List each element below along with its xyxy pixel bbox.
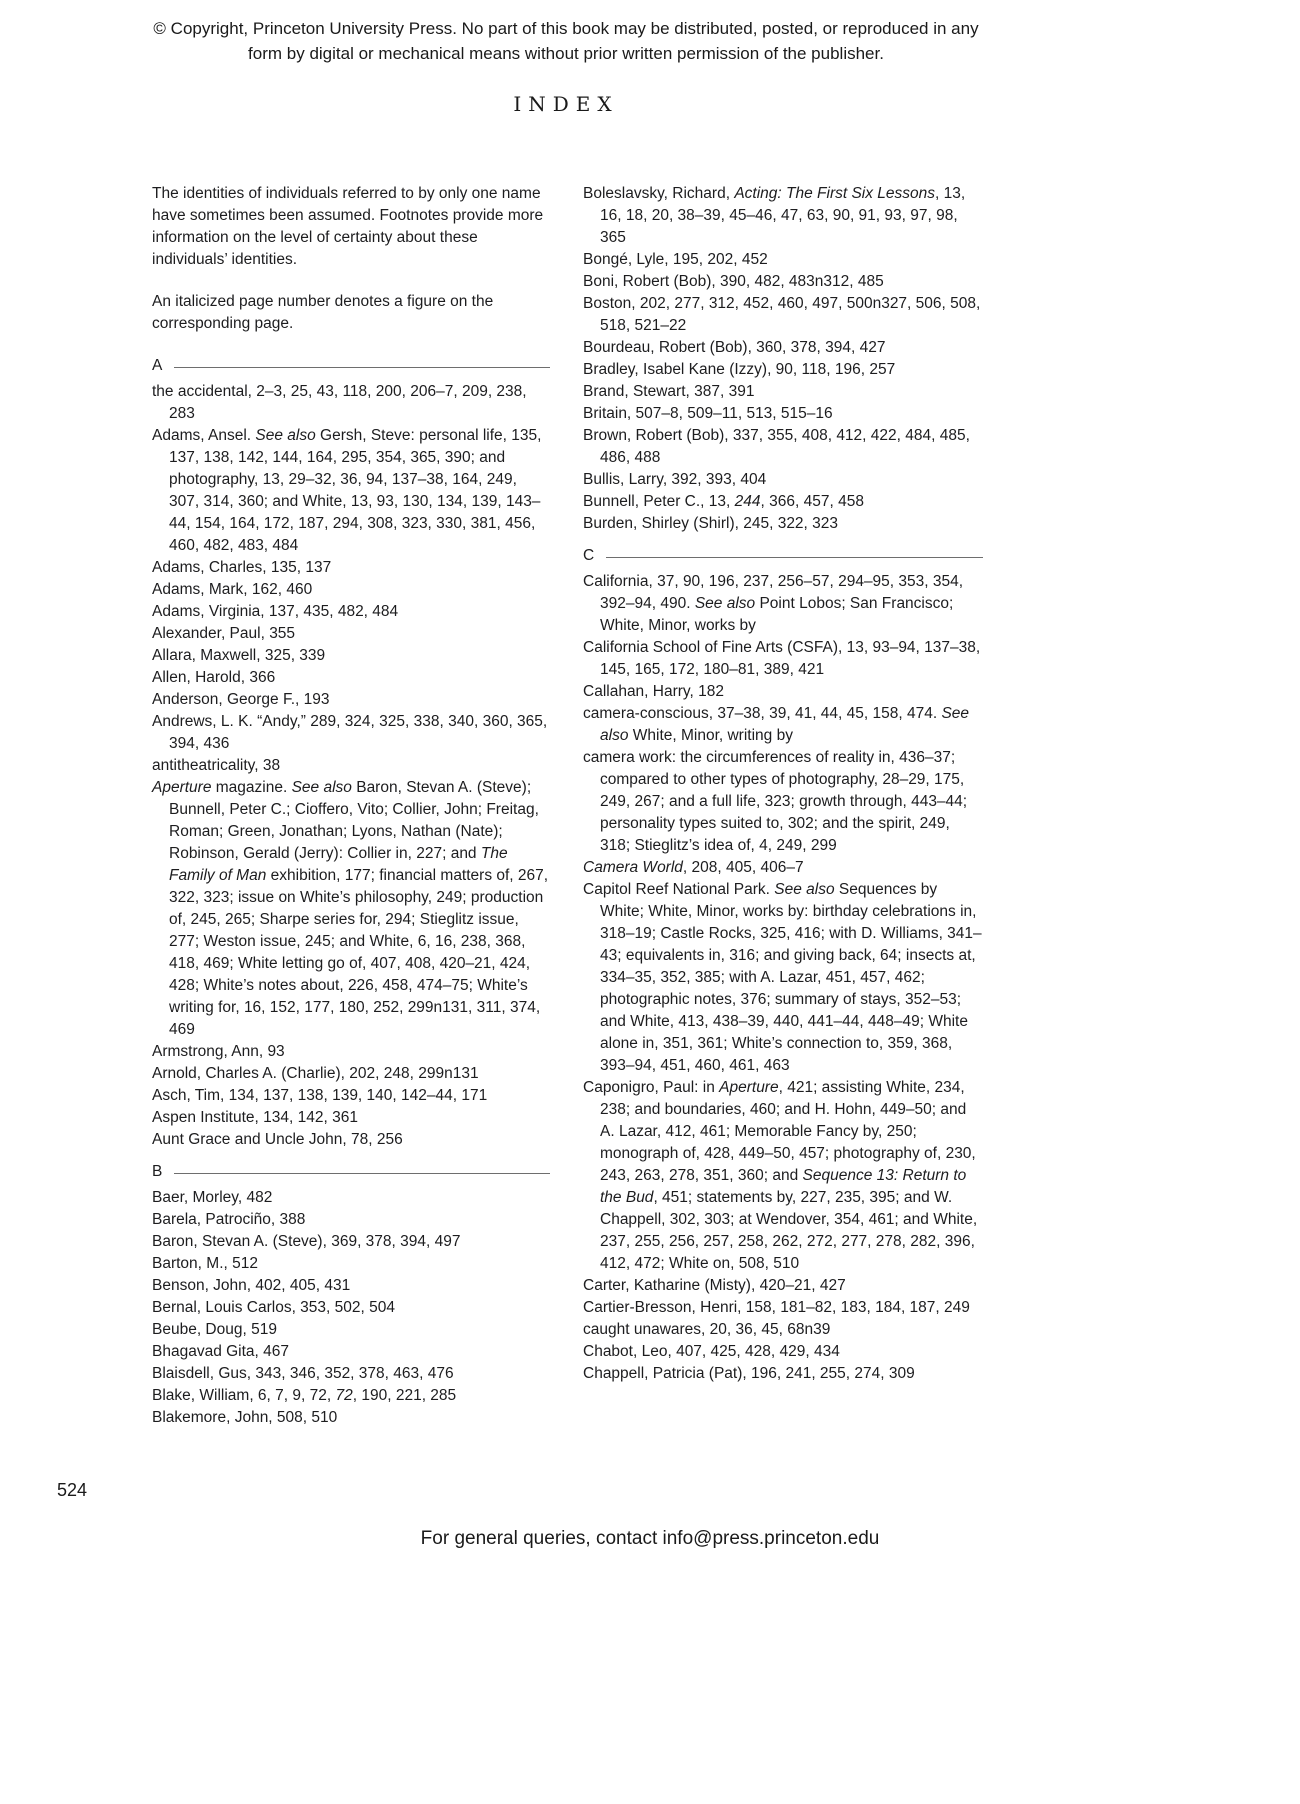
section-heading-a: [152, 355, 550, 377]
section-letter: B: [152, 1163, 163, 1180]
index-entry: Boston, 202, 277, 312, 452, 460, 497, 500n327, 506, 508, 518, 521–22: [583, 295, 981, 334]
index-entry: Aspen Institute, 134, 142, 361: [152, 1109, 358, 1126]
index-entry: camera work: the circumferences of reality in, 436–37; compared to other types of photography, 28–29, 175, 249, 267; and a full life, 323; growth through, 443–44; personality types suited to, 302; and the spirit, 249, 318; Stieglitz’s idea of, 4, 249, 299: [583, 749, 968, 854]
section-heading-c: [583, 545, 983, 567]
index-entry: Bongé, Lyle, 195, 202, 452: [583, 251, 768, 268]
index-entry: Boleslavsky, Richard, Acting: The First Six Lessons, 13, 16, 18, 20, 38–39, 45–46, 47, 63, 90, 91, 93, 97, 98, 365: [583, 185, 966, 246]
page-number: 524: [57, 1480, 88, 1500]
index-entry: Brown, Robert (Bob), 337, 355, 408, 412, 422, 484, 485, 486, 488: [583, 427, 970, 466]
section-rule: [606, 557, 983, 558]
index-entry: Carter, Katharine (Misty), 420–21, 427: [583, 1277, 846, 1294]
copyright-notice: © Copyright, Princeton University Press. No part of this book may be distributed, posted, or reproduced in any form by digital or mechanical means without prior written permission of the publisher.: [153, 19, 979, 63]
index-entry: Adams, Virginia, 137, 435, 482, 484: [152, 603, 399, 620]
index-entry: California, 37, 90, 196, 237, 256–57, 294–95, 353, 354, 392–94, 490. See also Point Lobos; San Francisco; White, Minor, works by: [583, 573, 964, 634]
page-title: INDEX: [513, 92, 619, 116]
section-letter: C: [583, 547, 595, 564]
index-entry: Andrews, L. K. “Andy,” 289, 324, 325, 338, 340, 360, 365, 394, 436: [152, 713, 548, 752]
index-entry: Anderson, George F., 193: [152, 691, 330, 708]
section-letter: A: [152, 357, 163, 374]
index-entry: Brand, Stewart, 387, 391: [583, 383, 755, 400]
index-entry: Blake, William, 6, 7, 9, 72, 72, 190, 221, 285: [152, 1387, 457, 1404]
index-entry: Allara, Maxwell, 325, 339: [152, 647, 326, 664]
index-entry: Baron, Stevan A. (Steve), 369, 378, 394, 497: [152, 1233, 461, 1250]
index-entry: the accidental, 2–3, 25, 43, 118, 200, 206–7, 209, 238, 283: [152, 383, 527, 422]
index-entry: antitheatricality, 38: [152, 757, 281, 774]
index-entry: Alexander, Paul, 355: [152, 625, 296, 642]
index-entry: Beube, Doug, 519: [152, 1321, 277, 1338]
index-entry: camera-conscious, 37–38, 39, 41, 44, 45, 158, 474. See also White, Minor, writing by: [583, 705, 970, 744]
index-entry: Blakemore, John, 508, 510: [152, 1409, 338, 1426]
footer-contact: For general queries, contact info@press.princeton.edu: [420, 1528, 880, 1549]
index-entry: Aunt Grace and Uncle John, 78, 256: [152, 1131, 403, 1148]
index-entry: Callahan, Harry, 182: [583, 683, 725, 700]
intro-paragraph: An italicized page number denotes a figure on the corresponding page.: [152, 293, 494, 332]
index-entry: Bullis, Larry, 392, 393, 404: [583, 471, 767, 488]
index-entry: Capitol Reef National Park. See also Sequences by White; White, Minor, works by: birthday celebrations in, 318–19; Castle Rocks, 325, 416; with D. Williams, 341–43; equivalents in, 316; and giving back, 64; insects at, 334–35, 352, 385; with A. Lazar, 451, 457, 462; photographic notes, 376; summary of stays, 352–53; and White, 413, 438–39, 440, 441–44, 448–49; White alone in, 351, 361; White’s connection to, 359, 368, 393–94, 451, 460, 461, 463: [583, 881, 982, 1074]
index-entry: Bourdeau, Robert (Bob), 360, 378, 394, 427: [583, 339, 886, 356]
index-entry: Bernal, Louis Carlos, 353, 502, 504: [152, 1299, 395, 1316]
index-entry: Bunnell, Peter C., 13, 244, 366, 457, 458: [583, 493, 864, 510]
index-entry: Barela, Patrociño, 388: [152, 1211, 306, 1228]
index-entry: Asch, Tim, 134, 137, 138, 139, 140, 142–44, 171: [152, 1087, 488, 1104]
index-entry: Burden, Shirley (Shirl), 245, 322, 323: [583, 515, 839, 532]
index-entry: Chappell, Patricia (Pat), 196, 241, 255, 274, 309: [583, 1365, 915, 1382]
index-entry: caught unawares, 20, 36, 45, 68n39: [583, 1321, 831, 1338]
index-entry: California School of Fine Arts (CSFA), 13, 93–94, 137–38, 145, 165, 172, 180–81, 389, 421: [583, 639, 981, 678]
index-entry: Adams, Mark, 162, 460: [152, 581, 313, 598]
section-heading-b: [152, 1161, 550, 1183]
index-entry: Britain, 507–8, 509–11, 513, 515–16: [583, 405, 833, 422]
index-entry: Adams, Charles, 135, 137: [152, 559, 332, 576]
index-column-left: [152, 183, 550, 1429]
index-entry: Arnold, Charles A. (Charlie), 202, 248, 299n131: [152, 1065, 479, 1082]
index-entry: Boni, Robert (Bob), 390, 482, 483n312, 485: [583, 273, 884, 290]
index-column-right: [583, 183, 983, 1385]
index-entry: Cartier-Bresson, Henri, 158, 181–82, 183, 184, 187, 249: [583, 1299, 970, 1316]
index-entry: Allen, Harold, 366: [152, 669, 276, 686]
section-rule: [174, 1173, 550, 1174]
index-entry: Camera World, 208, 405, 406–7: [583, 859, 804, 876]
intro-paragraph: The identities of individuals referred to by only one name have sometimes been assumed. Footnotes provide more information on the level of certainty about these individuals’ identities.: [152, 185, 544, 268]
index-entry: Bhagavad Gita, 467: [152, 1343, 290, 1360]
section-rule: [174, 367, 550, 368]
index-entry: Adams, Ansel. See also Gersh, Steve: personal life, 135, 137, 138, 142, 144, 164, 295, 354, 365, 390; and photography, 13, 29–32, 36, 94, 137–38, 164, 249, 307, 314, 360; and White, 13, 93, 130, 134, 139, 143–44, 154, 164, 172, 187, 294, 308, 323, 330, 381, 456, 460, 482, 483, 484: [152, 427, 542, 554]
index-entry: Caponigro, Paul: in Aperture, 421; assisting White, 234, 238; and boundaries, 460; and H. Hohn, 449–50; and A. Lazar, 412, 461; Memorable Fancy by, 250; monograph of, 428, 449–50, 457; photography of, 230, 243, 263, 278, 351, 360; and Sequence 13: Return to the Bud, 451; statements by, 227, 235, 395; and W. Chappell, 302, 303; at Wendover, 354, 461; and White, 237, 255, 256, 257, 258, 262, 272, 277, 278, 282, 396, 412, 472; White on, 508, 510: [583, 1079, 978, 1272]
index-entry: Aperture magazine. See also Baron, Stevan A. (Steve); Bunnell, Peter C.; Cioffero, Vito; Collier, John; Freitag, Roman; Green, Jonathan; Lyons, Nathan (Nate); Robinson, Gerald (Jerry): Collier in, 227; and The Family of Man exhibition, 177; financial matters of, 267, 322, 323; issue on White’s philosophy, 249; production of, 245, 265; Sharpe series for, 294; Stieglitz issue, 277; Weston issue, 245; and White, 6, 16, 238, 368, 418, 469; White letting go of, 407, 408, 420–21, 424, 428; White’s notes about, 226, 458, 474–75; White’s writing for, 16, 152, 177, 180, 252, 299n131, 311, 374, 469: [152, 779, 549, 1038]
index-entry: Bradley, Isabel Kane (Izzy), 90, 118, 196, 257: [583, 361, 896, 378]
index-entry: Benson, John, 402, 405, 431: [152, 1277, 351, 1294]
index-entry: Chabot, Leo, 407, 425, 428, 429, 434: [583, 1343, 840, 1360]
index-entry: Armstrong, Ann, 93: [152, 1043, 285, 1060]
index-entry: Blaisdell, Gus, 343, 346, 352, 378, 463, 476: [152, 1365, 454, 1382]
index-entry: Barton, M., 512: [152, 1255, 258, 1272]
index-entry: Baer, Morley, 482: [152, 1189, 273, 1206]
